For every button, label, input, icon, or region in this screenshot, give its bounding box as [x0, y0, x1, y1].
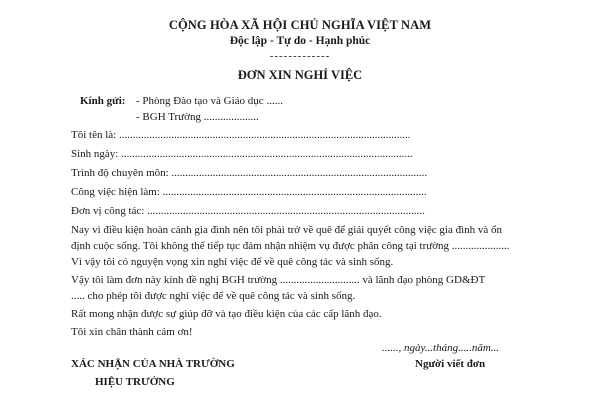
field-qualification: Trình độ chuyên môn: ............................................................................................. — [71, 167, 428, 179]
body-paragraph-1-line-1: Nay vì điều kiện hoàn cảnh gia đình nên tôi phải trở về quê để giải quyết công việc gia đình và ổn — [71, 224, 503, 236]
principal-title: HIỆU TRƯỞNG — [95, 376, 175, 388]
applicant-signature-title: Người viết đơn — [415, 358, 486, 370]
motto: Độc lập - Tự do - Hạnh phúc — [229, 35, 371, 47]
body-paragraph-2: Vì vậy tôi có nguyện vọng xin nghỉ việc để về quê công tác và sinh sống. — [71, 256, 394, 268]
body-paragraph-3-line-1: Vậy tôi làm đơn này kính đề nghị BGH trường ............................. và lãnh đạo phòng GD&ĐT — [71, 274, 486, 286]
nation-header: CỘNG HÒA XÃ HỘI CHỦ NGHĨA VIỆT NAM — [168, 18, 432, 32]
body-paragraph-1-line-2: định cuộc sống. Tôi không thể tiếp tục đảm nhận nhiệm vụ được phân công tại trường ..................... — [71, 240, 510, 252]
document-title: ĐƠN XIN NGHỈ VIỆC — [237, 68, 363, 82]
date-line: ......, ngày...tháng.....năm... — [382, 342, 500, 354]
field-current-job: Công việc hiện làm: ................................................................................................ — [71, 186, 427, 198]
field-full-name: Tôi tên là: .......................................................................................................... — [71, 129, 411, 141]
body-paragraph-4: Rất mong nhận được sự giúp đỡ và tạo điều kiện của các cấp lãnh đạo. — [71, 308, 382, 320]
recipient-label: Kính gửi: — [80, 95, 126, 107]
body-paragraph-3-line-2: ..... cho phép tôi được nghỉ việc để về quê công tác và sinh sống. — [71, 290, 356, 302]
recipient-line-1: - Phòng Đào tạo và Giáo dục ...... — [136, 95, 283, 107]
body-closing: Tôi xin chân thành cảm ơn! — [71, 326, 193, 338]
field-date-of-birth: Sinh ngày: .......................................................................................................... — [71, 148, 413, 160]
recipient-line-2: - BGH Trường .................... — [136, 111, 259, 123]
field-workplace: Đơn vị công tác: ..................................................................................................... — [71, 205, 425, 217]
header-separator: ------------- — [269, 50, 331, 62]
school-confirmation-title: XÁC NHẬN CỦA NHÀ TRƯỜNG — [71, 358, 235, 370]
